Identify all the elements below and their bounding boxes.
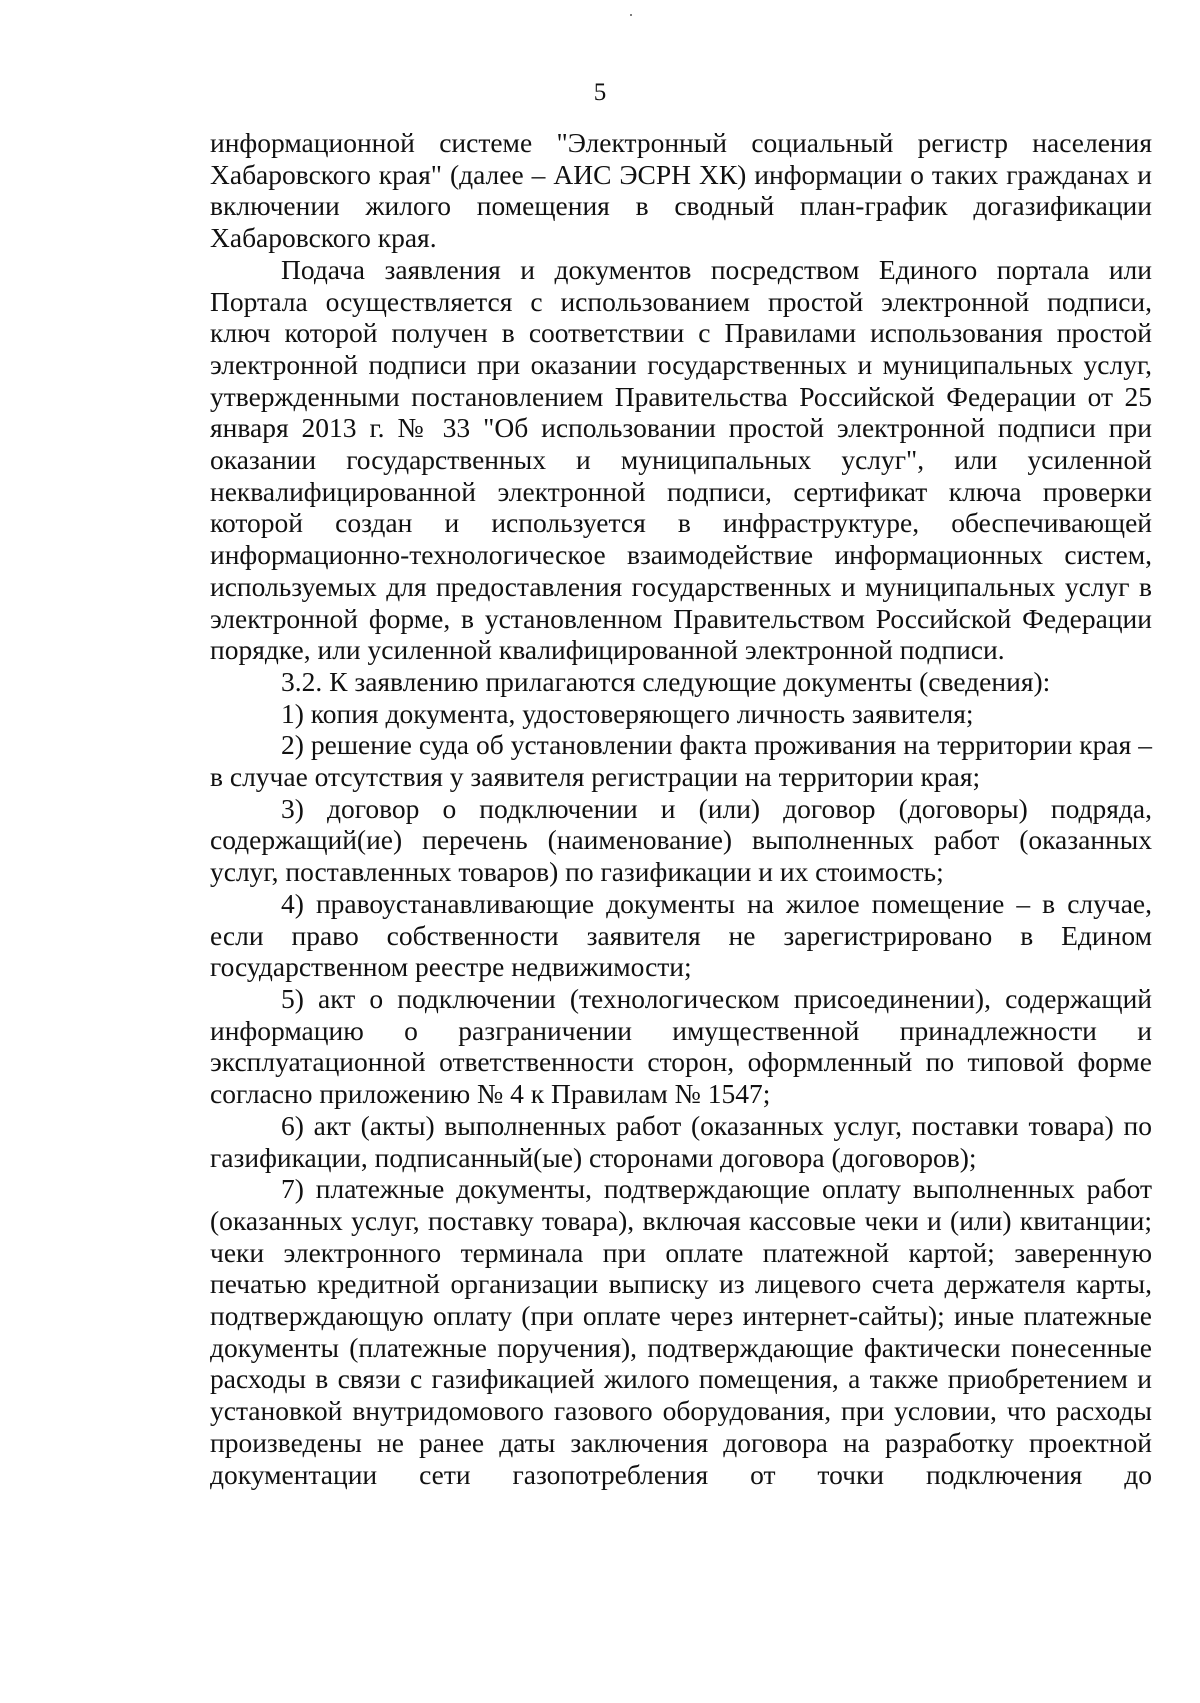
page-number: 5 bbox=[593, 79, 607, 106]
list-item-6: 6) акт (акты) выполненных работ (оказанных услуг, поставки товара) по газификации, подписанный(ые) сторонами договора (договоров); bbox=[210, 1109, 1152, 1173]
list-item-3: 3) договор о подключении и (или) договор (договоры) подряда, содержащий(ие) перечень (наименование) выполненных работ (оказанных услуг, поставленных товаров) по газификации и их стоимость; bbox=[210, 792, 1152, 888]
document-body bbox=[210, 127, 1152, 1490]
list-item-4: 4) правоустанавливающие документы на жилое помещение – в случае, если право собственности заявителя не зарегистрировано в Едином государственном реестре недвижимости; bbox=[210, 887, 1152, 983]
paragraph-continuation: информационной системе "Электронный социальный регистр населения Хабаровского края" (далее – АИС ЭСРН ХК) информации о таких гражданах и включении жилого помещения в сводный план-график догазификации Хабаровского края. bbox=[210, 127, 1152, 254]
scan-speck bbox=[630, 14, 632, 16]
list-item-7: 7) платежные документы, подтверждающие оплату выполненных работ (оказанных услуг, поставку товара), включая кассовые чеки и (или) квитанции; чеки электронного терминала при оплате платежной картой; заверенную печатью кредитной организации выписку из лицевого счета держателя карты, подтверждающую оплату (при оплате через интернет-сайты); иные платежные документы (платежные поручения), подтверждающие фактически понесенные расходы в связи с газификацией жилого помещения, а также приобретением и установкой внутридомового газового оборудования, при условии, что расходы произведены не ранее даты заключения договора на разработку проектной документации сети газопотребления от точки подключения до bbox=[210, 1173, 1152, 1490]
list-item-5: 5) акт о подключении (технологическом присоединении), содержащий информацию о разграничении имущественной принадлежности и эксплуатационной ответственности сторон, оформленный по типовой форме согласно приложению № 4 к Правилам № 1547; bbox=[210, 982, 1152, 1110]
paragraph-3-2-heading: 3.2. К заявлению прилагаются следующие документы (сведения): bbox=[281, 665, 1051, 697]
list-item-2: 2) решение суда об установлении факта проживания на территории края – в случае отсутствия у заявителя регистрации на территории края; bbox=[210, 729, 1152, 793]
list-item-1: 1) копия документа, удостоверяющего личность заявителя; bbox=[281, 697, 974, 729]
paragraph-electronic-signature: Подача заявления и документов посредством Единого портала или Портала осуществляется с использованием простой электронной подписи, ключ которой получен в соответствии с Правилами использования простой электронной подписи при оказании государственных и муниципальных услуг, утвержденными постановлением Правительства Российской Федерации от 25 января 2013 г. № 33 "Об использовании простой электронной подписи при оказании государственных и муниципальных услуг", или усиленной неквалифицированной электронной подписи, сертификат ключа проверки которой создан и используется в инфраструктуре, обеспечивающей информационно-технологическое взаимодействие информационных систем, используемых для предоставления государственных и муниципальных услуг в электронной форме, в установленном Правительством Российской Федерации порядке, или усиленной квалифицированной электронной подписи. bbox=[210, 253, 1152, 666]
